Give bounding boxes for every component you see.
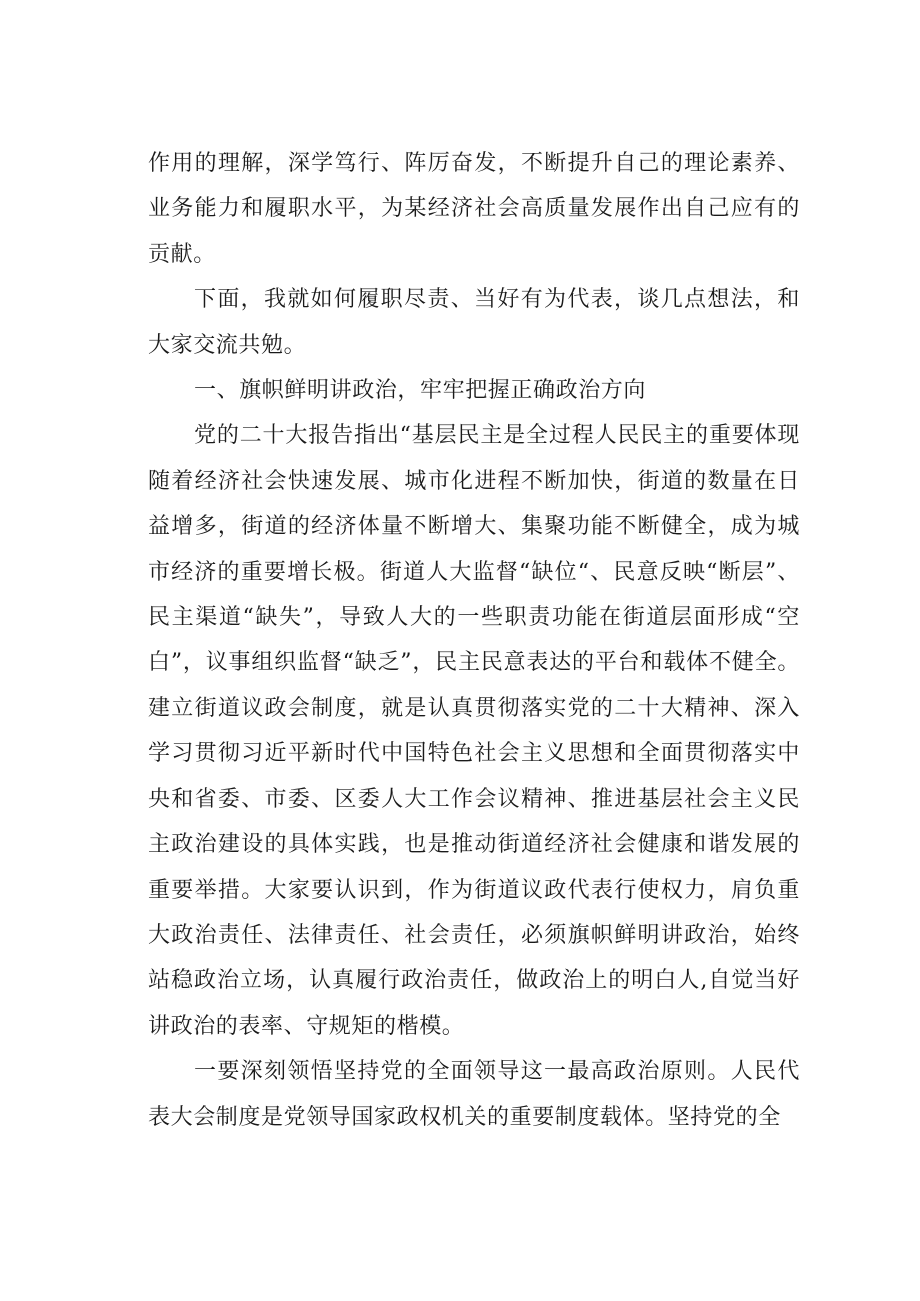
section-heading: 一、旗帜鲜明讲政治，牢牢把握正确政治方向: [194, 378, 647, 404]
paragraph-section-body: 党的二十大报告指出“基层民主是全过程人民民主的重要体现随着经济社会快速发展、城市化进程不断加快，街道的数量在日益增多，街道的经济体量不断增大、集聚功能不断健全，成为城市经济的重要增长极。街道人大监督“缺位“、民意反映“断层”、民主渠道“缺失”，导致人大的一些职责功能在街道层面形成“空白”，议事组织监督“缺乏”，民主民意表达的平台和载体不健全。建立街道议政会制度，就是认真贯彻落实党的二十大精神、深入学习贯彻习近平新时代中国特色社会主义思想和全面贯彻落实中央和省委、市委、区委人大工作会议精神、推进基层社会主义民主政治建设的具体实践，也是推动街道经济社会健康和谐发展的重要举措。大家要认识到，作为街道议政代表行使权力，肩负重大政治责任、法律责任、社会责任，必须旗帜鲜明讲政治，始终站稳政治立场，认真履行政治责任，做政治上的明白人,自觉当好讲政治的表率、守规矩的楷模。: [148, 423, 800, 1039]
paragraph-continuation: 作用的理解，深学笃行、阵厉奋发，不断提升自己的理论素养、业务能力和履职水平，为某经济社会高质量发展作出自己应有的贡献。: [148, 151, 800, 267]
paragraph-intro: 下面，我就如何履职尽责、当好有为代表，谈几点想法，和大家交流共勉。: [148, 287, 800, 358]
document-body: [148, 141, 800, 1140]
paragraph-first-point: 一要深刻领悟坚持党的全面领导这一最高政治原则。人民代表大会制度是党领导国家政权机关的重要制度载体。坚持党的全: [148, 1059, 800, 1130]
